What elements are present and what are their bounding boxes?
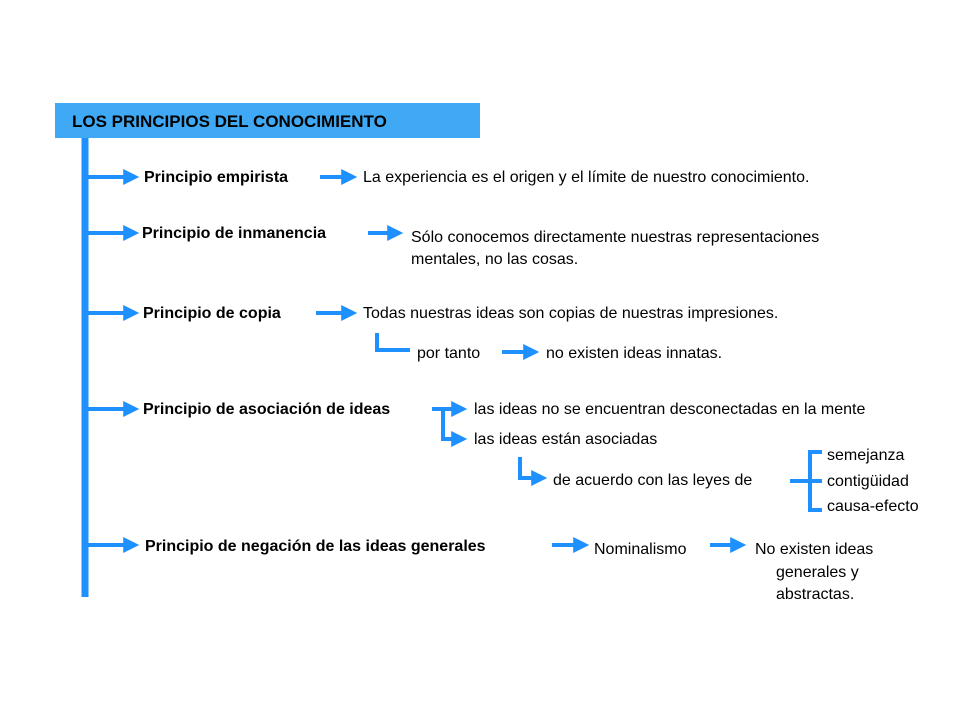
label-principio-inmanencia: Principio de inmanencia [142,225,327,242]
text-por-tanto: por tanto [417,345,481,362]
text-copia-conclusion: no existen ideas innatas. [546,345,723,362]
text-negacion-line1: No existen ideas [755,541,874,558]
elbow-text2-leyes [520,457,536,478]
law-causa-efecto: causa-efecto [827,498,919,515]
text-negacion-line3: abstractas. [776,586,855,603]
page-title: LOS PRINCIPIOS DEL CONOCIMIENTO [72,112,387,131]
label-principio-negacion: Principio de negación de las ideas generales [145,538,486,555]
text-asociacion-2: las ideas están asociadas [474,431,658,448]
label-principio-empirista: Principio empirista [144,169,289,186]
text-empirista: La experiencia es el origen y el límite de nuestro conocimiento. [363,169,810,186]
text-inmanencia-line2: mentales, no las cosas. [411,251,579,268]
text-nominalismo: Nominalismo [594,541,687,558]
text-inmanencia-line1: Sólo conocemos directamente nuestras representaciones [411,229,820,246]
law-semejanza: semejanza [827,447,905,464]
elbow-copia-portanto [377,333,410,350]
text-asociacion-1: las ideas no se encuentran desconectadas en la mente [474,401,866,418]
elbow-asociacion-text2 [443,411,456,439]
label-principio-asociacion: Principio de asociación de ideas [143,401,391,418]
law-contiguidad: contigüidad [827,473,909,490]
label-principio-copia: Principio de copia [143,305,281,322]
text-copia: Todas nuestras ideas son copias de nuestras impresiones. [363,305,779,322]
text-leyes: de acuerdo con las leyes de [553,472,753,489]
text-negacion-line2: generales y [776,564,859,581]
